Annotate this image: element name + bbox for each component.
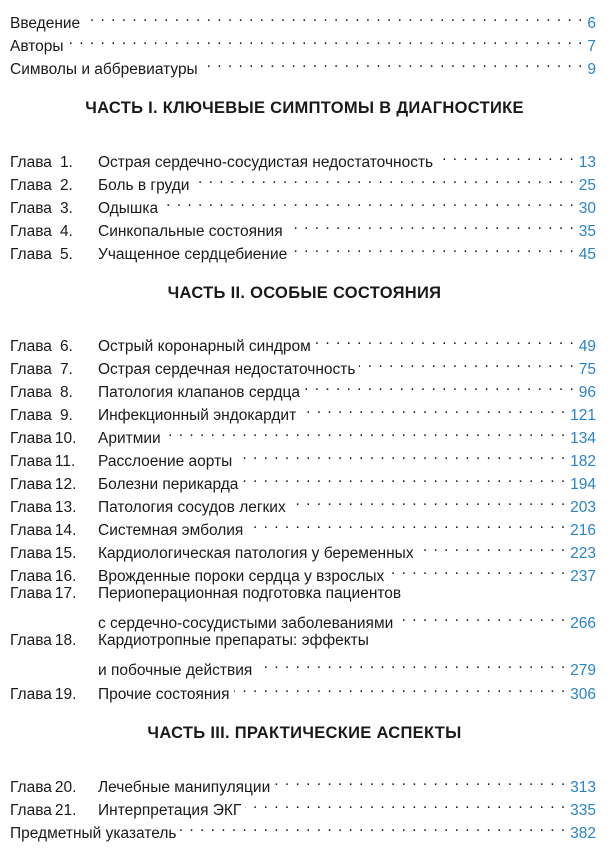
chapter-prefix: Глава bbox=[10, 246, 52, 263]
chapter-number: 16. bbox=[54, 568, 77, 585]
chapter-prefix: Глава bbox=[10, 361, 52, 378]
page-number: 49 bbox=[578, 338, 596, 355]
toc-chapter-10[interactable] bbox=[10, 420, 596, 447]
page-number: 279 bbox=[570, 662, 596, 679]
chapter-number: 6. bbox=[59, 338, 73, 355]
toc-chapter-11[interactable] bbox=[10, 443, 596, 470]
chapter-prefix: Глава bbox=[10, 338, 52, 355]
chapter-number: 17. bbox=[54, 585, 77, 602]
chapter-title: Учащенное сердцебиение bbox=[98, 246, 288, 263]
page-number: 306 bbox=[570, 686, 596, 703]
dot-leader bbox=[68, 28, 584, 51]
toc-chapter-14[interactable] bbox=[10, 512, 596, 539]
page-number: 266 bbox=[570, 615, 596, 632]
chapter-prefix: Глава bbox=[10, 177, 52, 194]
chapter-title-continuation: с сердечно-сосудистыми заболеваниями bbox=[98, 615, 394, 632]
chapter-prefix: Глава bbox=[10, 407, 52, 424]
dot-leader bbox=[234, 676, 567, 699]
dot-leader bbox=[193, 167, 574, 190]
part-heading-3: ЧАСТЬ III. ПРАКТИЧЕСКИЕ АСПЕКТЫ bbox=[147, 724, 462, 742]
chapter-prefix: Глава bbox=[10, 802, 52, 819]
chapter-title: Болезни перикарда bbox=[98, 476, 239, 493]
toc-chapter-21[interactable] bbox=[10, 792, 596, 819]
chapter-number: 9. bbox=[59, 407, 73, 424]
dot-leader bbox=[245, 792, 566, 815]
chapter-number: 19. bbox=[54, 686, 77, 703]
toc-chapter-6[interactable] bbox=[10, 328, 596, 355]
toc-chapter-13[interactable] bbox=[10, 489, 596, 516]
dot-leader bbox=[291, 236, 575, 259]
chapter-prefix: Глава bbox=[10, 499, 52, 516]
dot-leader bbox=[242, 466, 566, 489]
chapter-prefix: Глава bbox=[10, 200, 52, 217]
dot-leader bbox=[290, 489, 566, 512]
toc-chapter-7[interactable] bbox=[10, 351, 596, 378]
dot-leader bbox=[315, 328, 575, 351]
toc-chapter-17[interactable] bbox=[10, 582, 596, 605]
dot-leader bbox=[165, 420, 566, 443]
toc-chapter-5[interactable] bbox=[10, 236, 596, 263]
page-number: 30 bbox=[578, 200, 596, 217]
part-heading-1: ЧАСТЬ I. КЛЮЧЕВЫЕ СИМПТОМЫ В ДИАГНОСТИКЕ bbox=[85, 99, 524, 117]
chapter-title: Врожденные пороки сердца у взрослых bbox=[98, 568, 385, 585]
toc-entry-symbols[interactable] bbox=[10, 51, 596, 78]
page-number: 35 bbox=[578, 223, 596, 240]
entry-title: Предметный указатель bbox=[10, 825, 177, 842]
dot-leader bbox=[418, 535, 567, 558]
chapter-title: Острая сердечно-сосудистая недостаточность bbox=[98, 154, 434, 171]
page-number: 6 bbox=[587, 15, 596, 32]
chapter-title: Одышка bbox=[98, 200, 159, 217]
page-number: 216 bbox=[570, 522, 596, 539]
chapter-prefix: Глава bbox=[10, 154, 52, 171]
chapter-number: 4. bbox=[59, 223, 73, 240]
chapter-prefix: Глава bbox=[10, 476, 52, 493]
chapter-title: Периоперационная подготовка пациентов bbox=[98, 585, 402, 602]
chapter-prefix: Глава bbox=[10, 384, 52, 401]
dot-leader bbox=[84, 5, 583, 28]
dot-leader bbox=[397, 605, 566, 628]
chapter-number: 2. bbox=[59, 177, 73, 194]
chapter-prefix: Глава bbox=[10, 453, 52, 470]
chapter-prefix: Глава bbox=[10, 223, 52, 240]
toc-chapter-17-continuation[interactable] bbox=[98, 605, 596, 632]
dot-leader bbox=[247, 512, 566, 535]
chapter-number: 15. bbox=[54, 545, 77, 562]
page-number: 9 bbox=[587, 61, 596, 78]
entry-title: Авторы bbox=[10, 38, 64, 55]
dot-leader bbox=[256, 652, 566, 675]
toc-chapter-2[interactable] bbox=[10, 167, 596, 194]
chapter-title: Интерпретация ЭКГ bbox=[98, 802, 242, 819]
chapter-title: Острый коронарный синдром bbox=[98, 338, 311, 355]
dot-leader bbox=[300, 397, 566, 420]
toc-chapter-19[interactable] bbox=[10, 676, 596, 703]
part-heading-2: ЧАСТЬ II. ОСОБЫЕ СОСТОЯНИЯ bbox=[167, 284, 442, 302]
page-number: 237 bbox=[570, 568, 596, 585]
chapter-title: Кардиологическая патология у беременных bbox=[98, 545, 414, 562]
chapter-title: Патология сосудов легких bbox=[98, 499, 286, 516]
chapter-title: Расслоение аорты bbox=[98, 453, 233, 470]
dot-leader bbox=[388, 558, 566, 581]
toc-entry-subject-index[interactable] bbox=[10, 815, 596, 842]
dot-leader bbox=[162, 190, 575, 213]
toc-chapter-9[interactable] bbox=[10, 397, 596, 424]
page-number: 335 bbox=[570, 802, 596, 819]
page-number: 7 bbox=[587, 38, 596, 55]
chapter-number: 13. bbox=[54, 499, 77, 516]
chapter-prefix: Глава bbox=[10, 522, 52, 539]
dot-leader bbox=[180, 815, 566, 838]
chapter-number: 11. bbox=[54, 453, 76, 470]
toc-chapter-3[interactable] bbox=[10, 190, 596, 217]
chapter-prefix: Глава bbox=[10, 585, 52, 602]
toc-chapter-16[interactable] bbox=[10, 558, 596, 585]
entry-title: Символы и аббревиатуры bbox=[10, 61, 198, 78]
toc-chapter-20[interactable] bbox=[10, 769, 596, 796]
page-number: 223 bbox=[570, 545, 596, 562]
toc-chapter-15[interactable] bbox=[10, 535, 596, 562]
toc-chapter-12[interactable] bbox=[10, 466, 596, 493]
chapter-number: 8. bbox=[59, 384, 73, 401]
chapter-title: Боль в груди bbox=[98, 177, 190, 194]
page-number: 13 bbox=[578, 154, 596, 171]
chapter-number: 10. bbox=[54, 430, 77, 447]
chapter-number: 12. bbox=[54, 476, 77, 493]
chapter-title-continuation: и побочные действия bbox=[98, 662, 253, 679]
page-number: 96 bbox=[578, 384, 596, 401]
page-number: 45 bbox=[578, 246, 596, 263]
chapter-title: Кардиотропные препараты: эффекты bbox=[98, 632, 369, 649]
chapter-title: Лечебные манипуляции bbox=[98, 779, 271, 796]
chapter-number: 3. bbox=[59, 200, 73, 217]
page-number: 182 bbox=[570, 453, 596, 470]
chapter-prefix: Глава bbox=[10, 545, 52, 562]
chapter-title: Прочие состояния bbox=[98, 686, 230, 703]
dot-leader bbox=[236, 443, 566, 466]
page-number: 382 bbox=[570, 825, 596, 842]
chapter-number: 21. bbox=[54, 802, 77, 819]
page-number: 134 bbox=[570, 430, 596, 447]
page-number: 25 bbox=[578, 177, 596, 194]
chapter-title: Патология клапанов сердца bbox=[98, 384, 301, 401]
toc-chapter-8[interactable] bbox=[10, 374, 596, 401]
chapter-prefix: Глава bbox=[10, 568, 52, 585]
dot-leader bbox=[274, 769, 566, 792]
toc-chapter-4[interactable] bbox=[10, 213, 596, 240]
page-number: 75 bbox=[578, 361, 596, 378]
toc-chapter-18-continuation[interactable] bbox=[98, 652, 596, 679]
chapter-title: Инфекционный эндокардит bbox=[98, 407, 297, 424]
dot-leader bbox=[287, 213, 575, 236]
dot-leader bbox=[359, 351, 574, 374]
chapter-number: 1. bbox=[59, 154, 73, 171]
dot-leader bbox=[202, 51, 584, 74]
dot-leader bbox=[304, 374, 575, 397]
chapter-number: 14. bbox=[54, 522, 77, 539]
chapter-number: 7. bbox=[59, 361, 73, 378]
chapter-prefix: Глава bbox=[10, 430, 52, 447]
chapter-number: 5. bbox=[59, 246, 73, 263]
page-number: 121 bbox=[570, 407, 596, 424]
chapter-title: Синкопальные состояния bbox=[98, 223, 283, 240]
dot-leader bbox=[437, 144, 575, 167]
page-number: 203 bbox=[570, 499, 596, 516]
chapter-prefix: Глава bbox=[10, 779, 52, 796]
chapter-number: 20. bbox=[54, 779, 77, 796]
toc-entry-authors[interactable] bbox=[10, 28, 596, 55]
entry-title: Введение bbox=[10, 15, 81, 32]
chapter-prefix: Глава bbox=[10, 632, 52, 649]
page-number: 194 bbox=[570, 476, 596, 493]
chapter-title: Острая сердечная недостаточность bbox=[98, 361, 356, 378]
chapter-number: 18. bbox=[54, 632, 77, 649]
page-number: 313 bbox=[570, 779, 596, 796]
chapter-prefix: Глава bbox=[10, 686, 52, 703]
chapter-title: Аритмии bbox=[98, 430, 161, 447]
toc-chapter-1[interactable] bbox=[10, 144, 596, 171]
chapter-title: Системная эмболия bbox=[98, 522, 244, 539]
toc-chapter-18[interactable] bbox=[10, 629, 596, 652]
toc-entry-introduction[interactable] bbox=[10, 5, 596, 32]
